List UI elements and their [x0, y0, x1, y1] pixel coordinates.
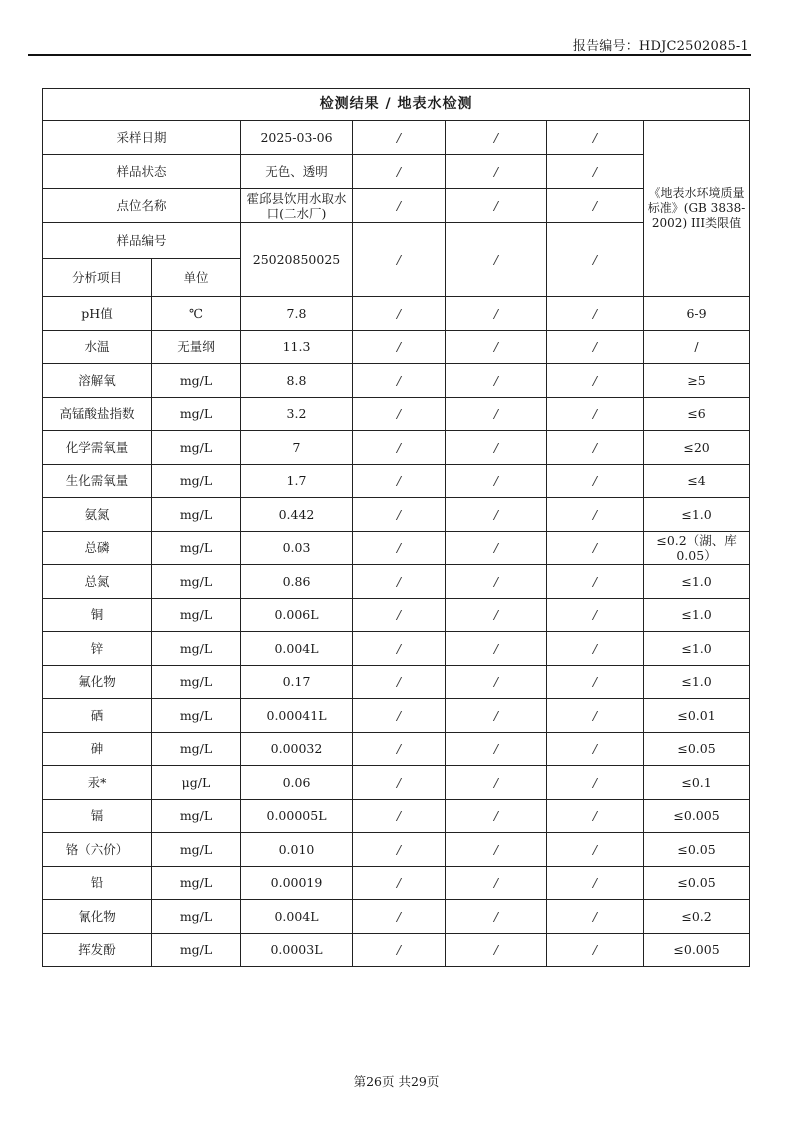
- empty-cell: /: [547, 189, 644, 223]
- empty-cell: /: [353, 766, 446, 800]
- empty-cell: /: [353, 464, 446, 498]
- empty-cell: /: [446, 397, 547, 431]
- sample-number-value: 25020850025: [241, 223, 353, 297]
- empty-cell: /: [353, 155, 446, 189]
- unit-cell: mg/L: [152, 531, 241, 565]
- table-row: [43, 431, 750, 465]
- unit-cell: mg/L: [152, 665, 241, 699]
- empty-cell: /: [446, 498, 547, 532]
- empty-cell: /: [547, 699, 644, 733]
- result-value-cell: 7: [241, 431, 353, 465]
- analysis-item-cell: 氨氮: [43, 498, 152, 532]
- empty-cell: /: [547, 900, 644, 934]
- analysis-item-cell: 高锰酸盐指数: [43, 397, 152, 431]
- unit-cell: mg/L: [152, 833, 241, 867]
- analysis-item-cell: 水温: [43, 330, 152, 364]
- table-row: [43, 364, 750, 398]
- result-value-cell: 0.00032: [241, 732, 353, 766]
- limit-value-cell: ≤0.005: [644, 799, 750, 833]
- table-row: [43, 632, 750, 666]
- result-value-cell: 0.17: [241, 665, 353, 699]
- analysis-item-cell: 挥发酚: [43, 933, 152, 967]
- unit-cell: mg/L: [152, 632, 241, 666]
- table-row: [43, 699, 750, 733]
- unit-cell: mg/L: [152, 732, 241, 766]
- result-value-cell: 1.7: [241, 464, 353, 498]
- empty-cell: /: [547, 665, 644, 699]
- empty-cell: /: [446, 933, 547, 967]
- empty-cell: /: [547, 364, 644, 398]
- result-value-cell: 8.8: [241, 364, 353, 398]
- limit-value-cell: ≤20: [644, 431, 750, 465]
- unit-cell: mg/L: [152, 699, 241, 733]
- sampling-date-value: 2025-03-06: [241, 121, 353, 155]
- limit-value-cell: ≤1.0: [644, 565, 750, 599]
- result-value-cell: 0.00041L: [241, 699, 353, 733]
- empty-cell: /: [547, 397, 644, 431]
- table-row: [43, 900, 750, 934]
- unit-cell: mg/L: [152, 900, 241, 934]
- empty-cell: /: [547, 431, 644, 465]
- limit-value-cell: ≤0.05: [644, 732, 750, 766]
- empty-cell: /: [353, 933, 446, 967]
- analysis-item-cell: 化学需氧量: [43, 431, 152, 465]
- table-title-row: [43, 89, 750, 121]
- result-value-cell: 0.00019: [241, 866, 353, 900]
- table-row: [43, 531, 750, 565]
- table-row: [43, 732, 750, 766]
- empty-cell: /: [446, 866, 547, 900]
- limit-value-cell: ≤0.005: [644, 933, 750, 967]
- unit-cell: 无量纲: [152, 330, 241, 364]
- unit-cell: mg/L: [152, 397, 241, 431]
- analysis-item-cell: 砷: [43, 732, 152, 766]
- result-value-cell: 0.004L: [241, 900, 353, 934]
- empty-cell: /: [547, 531, 644, 565]
- limit-value-cell: ≤0.05: [644, 833, 750, 867]
- empty-cell: /: [547, 464, 644, 498]
- result-value-cell: 0.00005L: [241, 799, 353, 833]
- result-value-cell: 3.2: [241, 397, 353, 431]
- results-table: [42, 88, 750, 967]
- table-row: [43, 933, 750, 967]
- empty-cell: /: [446, 155, 547, 189]
- limit-value-cell: ≤6: [644, 397, 750, 431]
- analysis-item-cell: 汞*: [43, 766, 152, 800]
- analysis-item-cell: 锌: [43, 632, 152, 666]
- empty-cell: /: [547, 121, 644, 155]
- empty-cell: /: [446, 732, 547, 766]
- empty-cell: /: [353, 665, 446, 699]
- table-row: [43, 498, 750, 532]
- empty-cell: /: [446, 699, 547, 733]
- empty-cell: /: [446, 799, 547, 833]
- limit-value-cell: ≤1.0: [644, 498, 750, 532]
- table-row: [43, 833, 750, 867]
- limit-value-cell: ≤0.2: [644, 900, 750, 934]
- result-value-cell: 0.010: [241, 833, 353, 867]
- unit-cell: mg/L: [152, 866, 241, 900]
- result-value-cell: 0.004L: [241, 632, 353, 666]
- limit-value-cell: ≥5: [644, 364, 750, 398]
- unit-cell: mg/L: [152, 933, 241, 967]
- page-number: 第26页 共29页: [353, 1074, 440, 1089]
- empty-cell: /: [547, 933, 644, 967]
- analysis-item-cell: 生化需氧量: [43, 464, 152, 498]
- analysis-item-cell: 总氮: [43, 565, 152, 599]
- empty-cell: /: [446, 598, 547, 632]
- empty-cell: /: [353, 866, 446, 900]
- result-value-cell: 0.86: [241, 565, 353, 599]
- empty-cell: /: [353, 699, 446, 733]
- empty-cell: /: [353, 223, 446, 297]
- table-row: [43, 598, 750, 632]
- unit-cell: μg/L: [152, 766, 241, 800]
- unit-header: 单位: [152, 259, 241, 297]
- limit-value-cell: ≤1.0: [644, 632, 750, 666]
- empty-cell: /: [446, 766, 547, 800]
- empty-cell: /: [353, 833, 446, 867]
- empty-cell: /: [353, 498, 446, 532]
- empty-cell: /: [446, 431, 547, 465]
- result-value-cell: 0.442: [241, 498, 353, 532]
- result-value-cell: 0.006L: [241, 598, 353, 632]
- table-row: [43, 766, 750, 800]
- empty-cell: /: [547, 223, 644, 297]
- empty-cell: /: [446, 531, 547, 565]
- sampling-date-row: [43, 121, 750, 155]
- empty-cell: /: [353, 900, 446, 934]
- empty-cell: /: [353, 799, 446, 833]
- unit-cell: mg/L: [152, 598, 241, 632]
- empty-cell: /: [547, 155, 644, 189]
- limit-value-cell: ≤1.0: [644, 598, 750, 632]
- empty-cell: /: [353, 732, 446, 766]
- empty-cell: /: [446, 665, 547, 699]
- analysis-item-cell: 铅: [43, 866, 152, 900]
- empty-cell: /: [446, 364, 547, 398]
- limit-value-cell: ≤1.0: [644, 665, 750, 699]
- empty-cell: /: [547, 799, 644, 833]
- empty-cell: /: [353, 364, 446, 398]
- empty-cell: /: [547, 297, 644, 331]
- result-value-cell: 0.03: [241, 531, 353, 565]
- empty-cell: /: [446, 121, 547, 155]
- empty-cell: /: [446, 297, 547, 331]
- empty-cell: /: [547, 330, 644, 364]
- site-name-label: 点位名称: [43, 189, 241, 223]
- empty-cell: /: [353, 598, 446, 632]
- analysis-item-cell: 硒: [43, 699, 152, 733]
- analysis-item-cell: 铜: [43, 598, 152, 632]
- table-row: [43, 464, 750, 498]
- table-row: [43, 866, 750, 900]
- table-title: 检测结果 / 地表水检测: [43, 89, 750, 121]
- sample-state-value: 无色、透明: [241, 155, 353, 189]
- empty-cell: /: [353, 297, 446, 331]
- unit-cell: mg/L: [152, 364, 241, 398]
- analysis-item-cell: pH值: [43, 297, 152, 331]
- limit-value-cell: ≤0.05: [644, 866, 750, 900]
- empty-cell: /: [446, 632, 547, 666]
- unit-cell: mg/L: [152, 431, 241, 465]
- analysis-item-cell: 氟化物: [43, 665, 152, 699]
- empty-cell: /: [353, 121, 446, 155]
- limit-value-cell: ≤0.2（湖、库0.05）: [644, 531, 750, 565]
- table-row: [43, 330, 750, 364]
- empty-cell: /: [547, 866, 644, 900]
- result-value-cell: 11.3: [241, 330, 353, 364]
- empty-cell: /: [446, 223, 547, 297]
- limit-value-cell: ≤0.01: [644, 699, 750, 733]
- empty-cell: /: [353, 330, 446, 364]
- limit-value-cell: ≤4: [644, 464, 750, 498]
- sample-state-label: 样品状态: [43, 155, 241, 189]
- empty-cell: /: [353, 531, 446, 565]
- empty-cell: /: [353, 431, 446, 465]
- empty-cell: /: [547, 732, 644, 766]
- empty-cell: /: [547, 498, 644, 532]
- empty-cell: /: [547, 632, 644, 666]
- table-row: [43, 665, 750, 699]
- table-row: [43, 799, 750, 833]
- empty-cell: /: [353, 565, 446, 599]
- table-row: [43, 397, 750, 431]
- sampling-date-label: 采样日期: [43, 121, 241, 155]
- limit-value-cell: /: [644, 330, 750, 364]
- analysis-item-cell: 总磷: [43, 531, 152, 565]
- empty-cell: /: [353, 632, 446, 666]
- standard-header: 《地表水环境质量标准》(GB 3838-2002) III类限值: [644, 121, 750, 297]
- empty-cell: /: [446, 833, 547, 867]
- result-value-cell: 0.0003L: [241, 933, 353, 967]
- table-row: [43, 297, 750, 331]
- unit-cell: mg/L: [152, 799, 241, 833]
- analysis-item-cell: 氰化物: [43, 900, 152, 934]
- empty-cell: /: [446, 565, 547, 599]
- empty-cell: /: [446, 900, 547, 934]
- empty-cell: /: [353, 397, 446, 431]
- analysis-item-cell: 溶解氧: [43, 364, 152, 398]
- empty-cell: /: [547, 565, 644, 599]
- unit-cell: ℃: [152, 297, 241, 331]
- empty-cell: /: [353, 189, 446, 223]
- analysis-item-cell: 铬（六价）: [43, 833, 152, 867]
- analysis-item-cell: 镉: [43, 799, 152, 833]
- empty-cell: /: [446, 330, 547, 364]
- result-value-cell: 7.8: [241, 297, 353, 331]
- unit-cell: mg/L: [152, 498, 241, 532]
- empty-cell: /: [547, 833, 644, 867]
- limit-value-cell: 6-9: [644, 297, 750, 331]
- unit-cell: mg/L: [152, 464, 241, 498]
- table-row: [43, 565, 750, 599]
- limit-value-cell: ≤0.1: [644, 766, 750, 800]
- unit-cell: mg/L: [152, 565, 241, 599]
- analysis-item-header: 分析项目: [43, 259, 152, 297]
- empty-cell: /: [547, 766, 644, 800]
- report-number: 报告编号：HDJC2502085-1: [572, 39, 749, 54]
- sample-number-label: 样品编号: [43, 223, 241, 259]
- header-rule: [28, 54, 751, 56]
- empty-cell: /: [547, 598, 644, 632]
- result-value-cell: 0.06: [241, 766, 353, 800]
- empty-cell: /: [446, 464, 547, 498]
- empty-cell: /: [446, 189, 547, 223]
- site-name-value: 霍邱县饮用水取水口(二水厂): [241, 189, 353, 223]
